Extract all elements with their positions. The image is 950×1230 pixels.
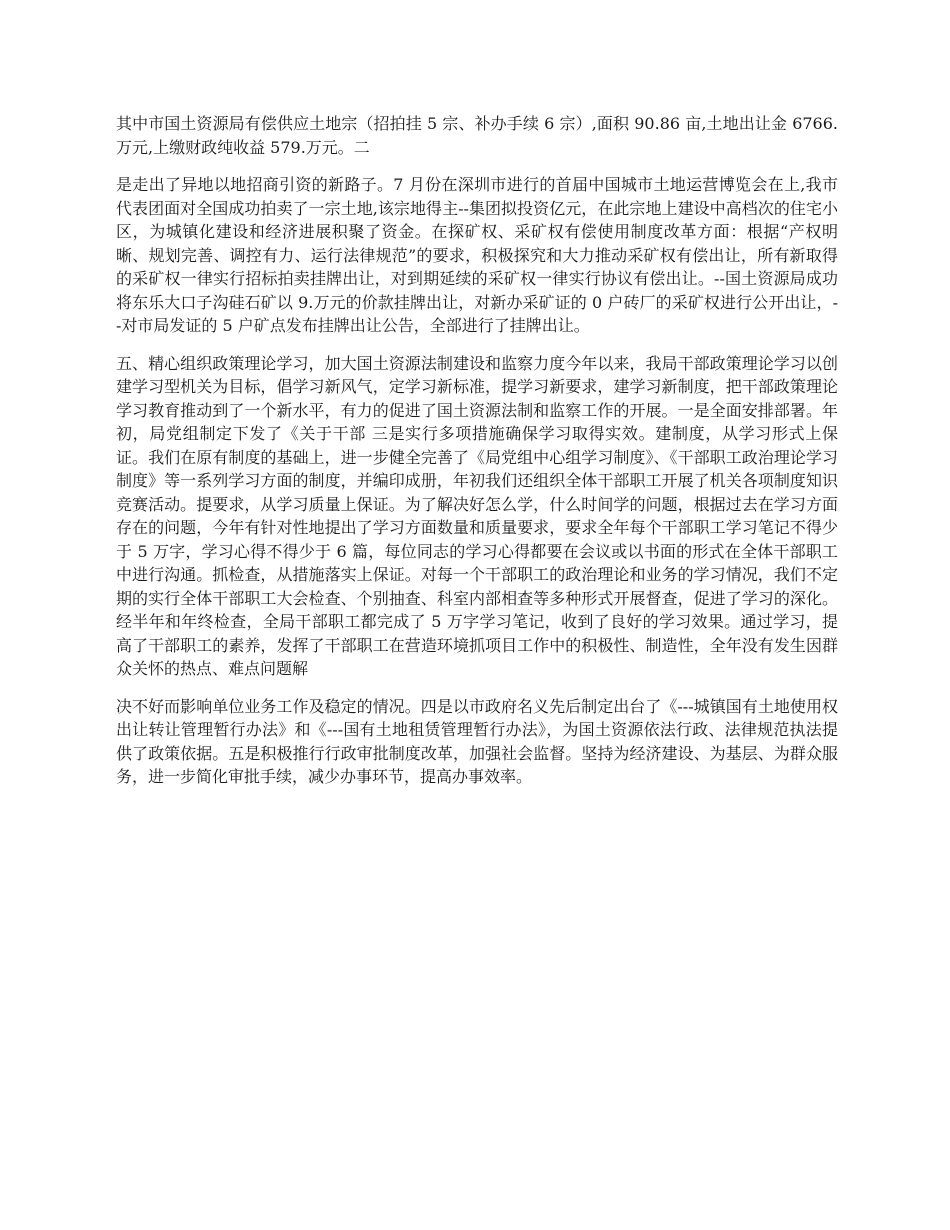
paragraph-policy-study: 五、精心组织政策理论学习，加大国土资源法制建设和监察力度今年以来，我局干部政策理论学习以创建学习型机关为目标，倡学习新风气，定学习新标准，提学习新要求，建学习新制度，把干部政策理论学习教育推动到了一个新水平，有力的促进了国土资源法制和监察工作的开展。一是全面安排部署。年初，局党组制定下发了《关于干部 三是实行多项措施确保学习取得实效。建制度，从学习形式上保证。我们在原有制度的基础上，进一步健全完善了《局党组中心组学习制度》、《干部职工政治理论学习制度》等一系列学习方面的制度，并编印成册，年初我们还组织全体干部职工开展了机关各项制度知识竞赛活动。提要求，从学习质量上保证。为了解决好怎么学，什么时间学的问题，根据过去在学习方面存在的问题，今年有针对性地提出了学习方面数量和质量要求，要求全年每个干部职工学习笔记不得少于 5 万字，学习心得不得少于 6 篇，每位同志的学习心得都要在会议或以书面的形式在全体干部职工中进行沟通。抓检查，从措施落实上保证。对每一个干部职工的政治理论和业务的学习情况，我们不定期的实行全体干部职工大会检查、个别抽查、科室内部相查等多种形式开展督查，促进了学习的深化。经半年和年终检查，全局干部职工都完成了 5 万字学习笔记，收到了良好的学习效果。通过学习，提高了干部职工的素养，发挥了干部职工在营造环境抓项目工作中的积极性、制造性，全年没有发生因群众关怀的热点、难点问题解	[116, 353, 838, 678]
paragraph-administration: 决不好而影响单位业务工作及稳定的情况。四是以市政府名义先后制定出台了《---城镇国有土地使用权出让转让管理暂行办法》和《---国有土地租赁管理暂行办法》，为国土资源依法行政、法律规范执法提供了政策依据。五是积极推行行政审批制度改革，加强社会监督。坚持为经济建设、为基层、为群众服务，进一步简化审批手续，减少办事环节，提高办事效率。	[116, 696, 838, 786]
document-body	[116, 112, 838, 803]
paragraph-land-supply: 其中市国土资源局有偿供应土地宗（招拍挂 5 宗、补办手续 6 宗）,面积 90.86 亩,土地出让金 6766.万元,上缴财政纯收益 579.万元。二	[116, 114, 838, 157]
paragraph-investment: 是走出了异地以地招商引资的新路子。7 月份在深圳市进行的首届中国城市土地运营博览会在上,我市代表团面对全国成功拍卖了一宗土地,该宗地得主--集团拟投资亿元，在此宗地上建设中高档次的住宅小区，为城镇化建设和经济进展积聚了资金。在探矿权、采矿权有偿使用制度改革方面：根据“产权明晰、规划完善、调控有力、运行法律规范”的要求，积极探究和大力推动采矿权有偿出让，所有新取得的采矿权一律实行招标拍卖挂牌出让，对到期延续的采矿权一律实行协议有偿出让。--国土资源局成功将东乐大口子沟硅石矿以 9.万元的价款挂牌出让，对新办采矿证的 0 户砖厂的采矿权进行公开出让，--对市局发证的 5 户矿点发布挂牌出让公告，全部进行了挂牌出让。	[116, 175, 838, 335]
